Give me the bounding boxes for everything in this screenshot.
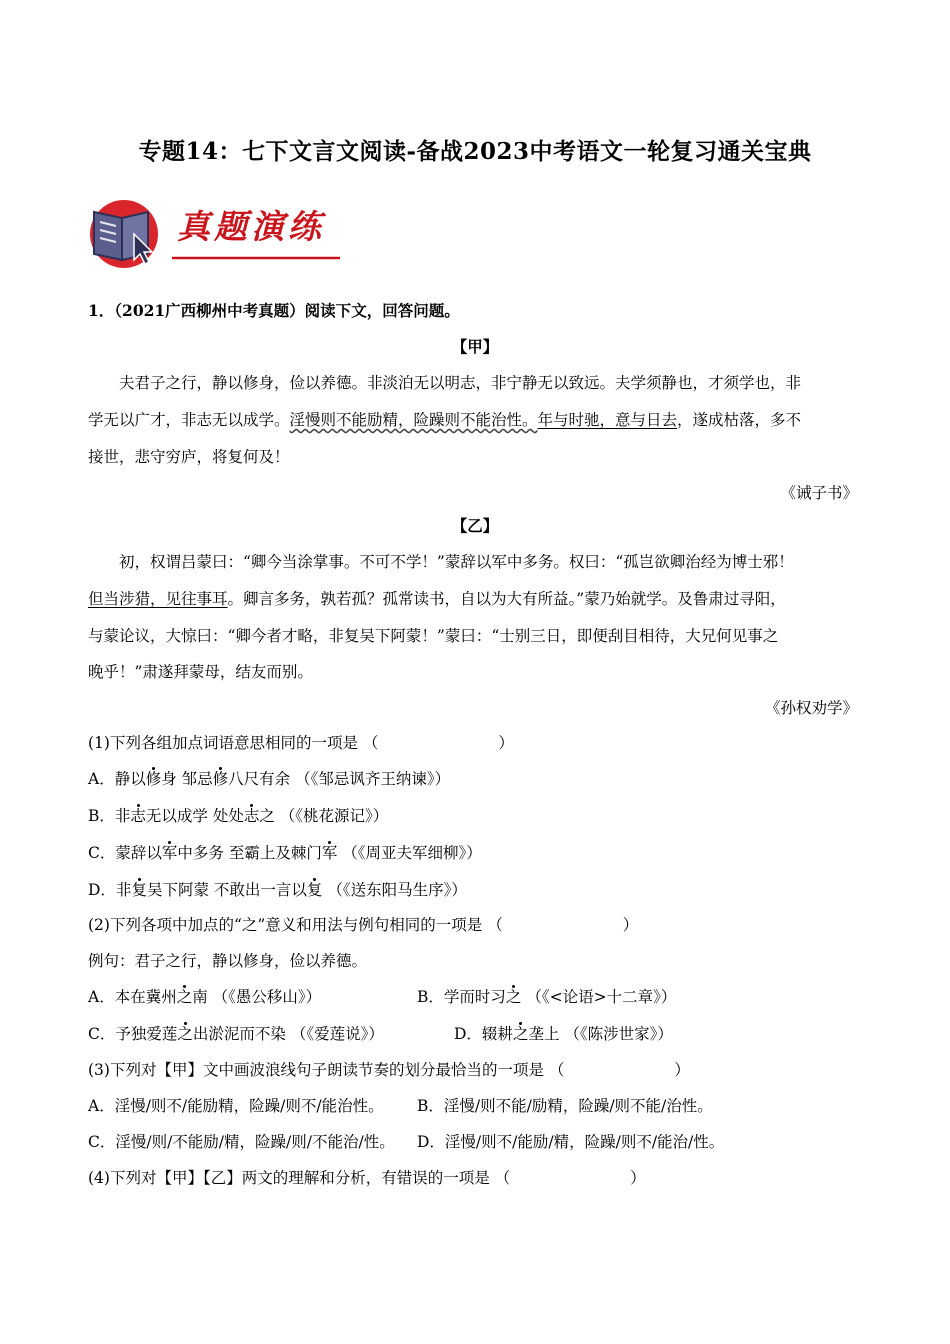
q1-stem: [88, 732, 860, 754]
option-text: C．予独爱莲: [88, 1025, 178, 1043]
q2-option-d[interactable]: [454, 1023, 673, 1045]
q3-option-b[interactable]: B．淫慢/则不能/励精，险躁/则不能/治性。: [417, 1097, 713, 1115]
option-text: 出淤泥而不染 （《爱莲说》）: [192, 1025, 384, 1043]
option-text: D．辍耕: [454, 1025, 513, 1043]
option-text: A．静以: [88, 770, 146, 788]
q2-option-c[interactable]: [88, 1023, 384, 1045]
passage-b-line-4: 晚乎！”肃遂拜蒙母，结友而别。: [88, 663, 313, 681]
passage-b-text: 。卿言多务，孰若孤？孤常读书，自以为大有所益。”蒙乃始就学。及鲁肃过寻阳，: [227, 590, 786, 608]
option-text: 南 （《愚公移山》）: [192, 988, 322, 1006]
q2-option-a[interactable]: [88, 986, 321, 1008]
passage-a-line-1: 夫君子之行，静以修身，俭以养德。非淡泊无以明志，非宁静无以致远。夫学须静也，才须学也，非: [119, 374, 802, 392]
option-text: D．非: [88, 881, 132, 899]
q1-stem-text: (1)下列各组加点词语意思相同的一项是 （: [88, 734, 379, 752]
q2-option-b[interactable]: [417, 986, 676, 1008]
underlined-sentence: 年与时驰，意与日去: [537, 411, 678, 429]
q3-option-c[interactable]: C．淫慢/则/不能励/精，险躁/则/不能治/性。: [88, 1133, 395, 1151]
passage-b-label: 【乙】: [451, 516, 499, 535]
q3-stem-text: (3)下列对【甲】文中画波浪线句子朗读节奏的划分最恰当的一项是 （: [88, 1061, 565, 1079]
dotted-word: 军: [161, 844, 178, 862]
dotted-word: 之: [176, 988, 193, 1006]
q1-option-b[interactable]: [88, 805, 860, 827]
wavy-underlined-sentence: 淫慢则不能励精，险躁则不能治性。: [289, 411, 538, 429]
passage-a-text: 学无以广才，非志无以成学。: [88, 411, 290, 429]
passage-b-source: 《孙权劝学》: [764, 699, 858, 717]
q2-stem-text: (2)下列各项中加点的“之”意义和用法与例句相同的一项是 （: [88, 916, 503, 934]
q2-stem: [88, 914, 860, 936]
dotted-word: 之: [512, 1025, 529, 1043]
option-text: 无以成学 处处: [145, 807, 244, 825]
dotted-word: 志: [130, 807, 146, 825]
option-text: 中多务 至霸上及棘门: [177, 844, 322, 862]
dotted-word: 军: [321, 844, 338, 862]
option-text: B．非: [88, 807, 131, 825]
option-text: B．学而时习: [417, 988, 506, 1006]
q4-stem-text: (4)下列对【甲】【乙】两文的理解和分析，有错误的一项是 （: [88, 1169, 511, 1187]
book-cursor-icon: [94, 212, 152, 264]
q3-option-a[interactable]: A．淫慢/则不/能励精，险躁/则不/能治性。: [88, 1097, 384, 1115]
q1-option-c[interactable]: [88, 842, 860, 864]
dotted-word: 复: [306, 881, 323, 899]
q3-stem-close: ）: [674, 1061, 690, 1079]
option-text: （《送东阳马生序》）: [322, 881, 467, 899]
passage-a-text: ，遂成枯落，多不: [677, 411, 802, 429]
passage-b-line-3: 与蒙论议，大惊曰：“卿今者才略，非复吴下阿蒙！”蒙曰：“士别三日，即便刮目相待，大兄何见事之: [88, 627, 779, 645]
option-text: （《周亚夫军细柳》）: [337, 844, 482, 862]
dotted-word: 志: [243, 807, 260, 825]
passage-a-line-2: [88, 409, 860, 431]
option-text: C．蒙辞以: [88, 844, 162, 862]
q4-stem: [88, 1167, 860, 1189]
passage-b-line-1: 初，权谓吕蒙曰：“卿今当涂掌事。不可不学！”蒙辞以军中多务。权曰：“孤岂欲卿治经为博士邪！: [119, 553, 794, 571]
dotted-word: 修: [212, 770, 229, 788]
question-header: [88, 300, 860, 322]
passage-a-line-3: 接世，悲守穷庐，将复何及！: [88, 448, 290, 466]
dotted-word: 修: [145, 770, 162, 788]
q3-option-d[interactable]: D．淫慢/则不/能励/精，险躁/则不/能治/性。: [417, 1133, 725, 1151]
dotted-word: 之: [177, 1025, 193, 1043]
q3-stem: [88, 1059, 860, 1081]
q1-stem-close: ）: [498, 734, 514, 752]
option-text: 垄上 （《陈涉世家》）: [528, 1025, 673, 1043]
option-text: 吴下阿蒙 不敢出一言以: [146, 881, 307, 899]
question-number: 1．: [88, 301, 115, 320]
passage-a-source: 《诫子书》: [780, 484, 858, 502]
option-text: 之 （《桃花源记》）: [259, 807, 389, 825]
q2-stem-close: ）: [622, 916, 639, 934]
question-source: （2021广西柳州中考真题）阅读下文，回答问题。: [114, 301, 460, 320]
option-text: 身 邹忌: [161, 770, 213, 788]
option-text: A．本在冀州: [88, 988, 177, 1006]
q1-option-a[interactable]: [88, 768, 860, 790]
page-title: 专题14：七下文言文阅读-备战2023中考语文一轮复习通关宝典: [138, 138, 812, 165]
q1-option-d[interactable]: [88, 879, 860, 901]
dotted-word: 复: [131, 881, 147, 899]
q2-example: 例句：君子之行，静以修身，俭以养德。: [88, 952, 368, 970]
option-text: （《<论语>十二章》）: [521, 988, 677, 1006]
passage-b-line-2: [88, 588, 860, 610]
banner-heading: 真题演练: [177, 207, 325, 246]
underlined-sentence: 但当涉猎，见往事耳: [88, 590, 228, 608]
q4-stem-close: ）: [630, 1169, 646, 1187]
option-text: 八尺有余 （《邹忌讽齐王纳谏》）: [228, 770, 451, 788]
passage-a-label: 【甲】: [451, 337, 499, 356]
dotted-word: 之: [505, 988, 522, 1006]
